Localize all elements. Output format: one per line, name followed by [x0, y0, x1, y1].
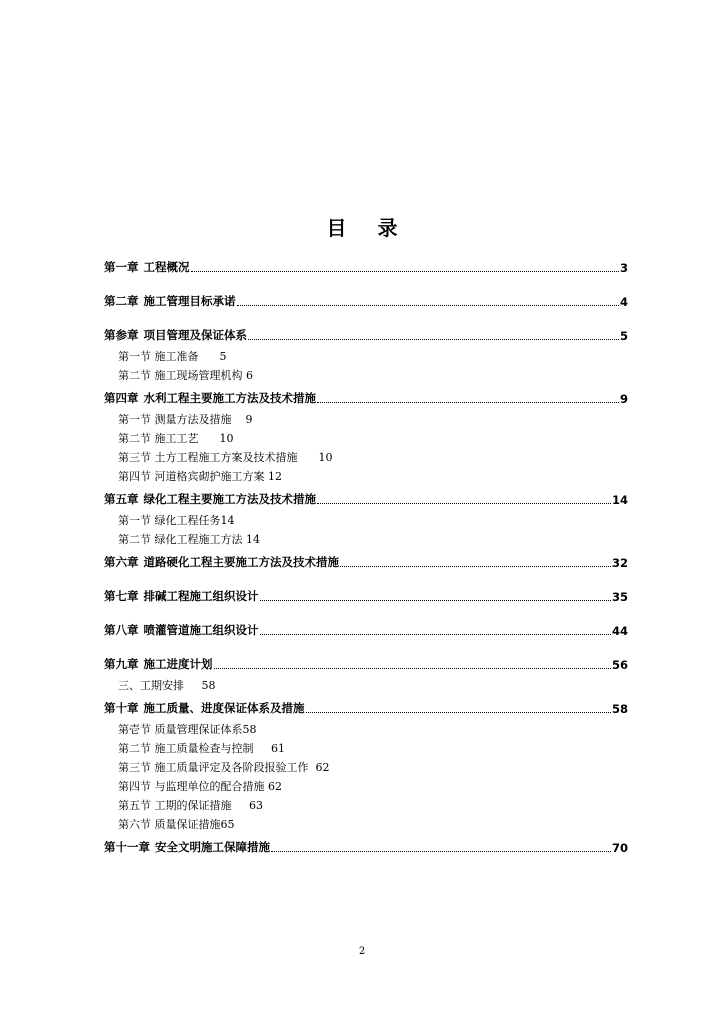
- toc-chapter[interactable]: [104, 655, 628, 672]
- section-number: 第四节: [118, 470, 151, 483]
- chapter-page: 3: [619, 261, 628, 275]
- section-title: 质量管理保证体系: [154, 723, 243, 736]
- section-page: 9: [245, 413, 253, 426]
- toc-section[interactable]: [104, 467, 628, 486]
- page-number: 2: [358, 946, 366, 957]
- section-page: 14: [246, 533, 260, 546]
- section-page: 58: [242, 723, 257, 736]
- chapter-number: 第一章: [104, 260, 139, 274]
- section-number: 第六节: [118, 818, 151, 831]
- section-page: 10: [318, 451, 333, 464]
- toc-section[interactable]: [104, 347, 628, 366]
- section-number: 第二节: [118, 742, 151, 755]
- toc-section[interactable]: [104, 448, 628, 467]
- toc-chapter[interactable]: [104, 699, 628, 716]
- chapter-title: 施工质量、进度保证体系及措施: [143, 701, 305, 715]
- chapter-number: 第四章: [104, 391, 139, 405]
- chapter-number: 第九章: [104, 657, 139, 671]
- section-title: 工期安排: [140, 679, 184, 692]
- chapter-page: 5: [619, 329, 628, 343]
- chapter-title: 施工管理目标承诺: [143, 294, 236, 308]
- section-number: 第二节: [118, 432, 151, 445]
- chapter-page: 9: [619, 392, 628, 406]
- section-number: 第一节: [118, 514, 151, 527]
- dot-leader: [306, 712, 611, 713]
- section-title: 河道格宾砌护施工方案: [154, 470, 265, 483]
- section-number: 第壱节: [118, 723, 151, 736]
- section-title: 施工质量检查与控制: [154, 742, 254, 755]
- section-page: 14: [220, 514, 235, 527]
- section-page: 62: [315, 761, 330, 774]
- toc-section[interactable]: [104, 777, 628, 796]
- section-title: 施工工艺: [154, 432, 199, 445]
- section-page: 61: [270, 742, 285, 755]
- section-number: 第一节: [118, 413, 151, 426]
- section-title: 质量保证措施: [154, 818, 221, 831]
- toc-chapter[interactable]: [104, 587, 628, 604]
- section-number: 第二节: [118, 533, 151, 546]
- chapter-number: 第参章: [104, 328, 139, 342]
- section-number: 第四节: [118, 780, 151, 793]
- section-number: 第二节: [118, 369, 151, 382]
- section-page: 63: [248, 799, 263, 812]
- chapter-number: 第六章: [104, 555, 139, 569]
- section-title: 绿化工程任务: [154, 514, 221, 527]
- chapter-page: 44: [611, 624, 628, 638]
- toc-chapter[interactable]: [104, 621, 628, 638]
- chapter-page: 70: [611, 841, 628, 855]
- chapter-page: 56: [611, 658, 628, 672]
- chapter-number: 第十章: [104, 701, 139, 715]
- toc-chapter[interactable]: [104, 553, 628, 570]
- toc-section[interactable]: [104, 366, 628, 385]
- chapter-title: 绿化工程主要施工方法及技术措施: [143, 492, 316, 506]
- chapter-page: 32: [611, 556, 628, 570]
- chapter-title: 道路硬化工程主要施工方法及技术措施: [143, 555, 339, 569]
- toc-section[interactable]: [104, 720, 628, 739]
- chapter-page: 14: [611, 493, 628, 507]
- section-page: 5: [219, 350, 227, 363]
- chapter-title: 喷灌管道施工组织设计: [143, 623, 259, 637]
- toc-chapter[interactable]: [104, 292, 628, 309]
- toc-chapter[interactable]: [104, 258, 628, 275]
- toc-chapter[interactable]: [104, 838, 628, 855]
- dot-leader: [271, 851, 611, 852]
- dot-leader: [214, 668, 611, 669]
- section-page: 58: [201, 679, 216, 692]
- toc-title: 目 录: [326, 216, 410, 240]
- section-title: 工期的保证措施: [154, 799, 232, 812]
- toc-chapter[interactable]: [104, 326, 628, 343]
- section-page: 12: [268, 470, 282, 483]
- toc-section[interactable]: [104, 796, 628, 815]
- section-title: 测量方法及措施: [154, 413, 232, 426]
- dot-leader: [317, 503, 611, 504]
- section-number: 三、: [118, 679, 140, 692]
- section-number: 第三节: [118, 451, 151, 464]
- dot-leader: [260, 600, 611, 601]
- toc-section[interactable]: [104, 676, 628, 695]
- chapter-title: 施工进度计划: [143, 657, 213, 671]
- table-of-contents: [104, 258, 628, 855]
- section-title: 施工现场管理机构: [154, 369, 243, 382]
- toc-chapter[interactable]: [104, 389, 628, 406]
- dot-leader: [260, 634, 611, 635]
- toc-section[interactable]: [104, 739, 628, 758]
- section-page: 6: [246, 369, 253, 382]
- toc-section[interactable]: [104, 530, 628, 549]
- chapter-page: 35: [611, 590, 628, 604]
- chapter-number: 第八章: [104, 623, 139, 637]
- toc-section[interactable]: [104, 511, 628, 530]
- chapter-number: 第二章: [104, 294, 139, 308]
- section-title: 施工准备: [154, 350, 199, 363]
- chapter-title: 水利工程主要施工方法及技术措施: [143, 391, 316, 405]
- section-title: 施工质量评定及各阶段报验工作: [154, 761, 309, 774]
- chapter-page: 4: [619, 295, 628, 309]
- dot-leader: [248, 339, 619, 340]
- chapter-number: 第七章: [104, 589, 139, 603]
- dot-leader: [237, 305, 619, 306]
- section-number: 第五节: [118, 799, 151, 812]
- toc-section[interactable]: [104, 758, 628, 777]
- toc-section[interactable]: [104, 429, 628, 448]
- section-page: 10: [219, 432, 234, 445]
- section-page: 65: [220, 818, 235, 831]
- dot-leader: [340, 566, 611, 567]
- chapter-title: 工程概况: [143, 260, 190, 274]
- chapter-number: 第十一章: [104, 840, 150, 854]
- chapter-title: 排碱工程施工组织设计: [143, 589, 259, 603]
- section-number: 第一节: [118, 350, 151, 363]
- chapter-title: 安全文明施工保障措施: [155, 840, 270, 854]
- chapter-number: 第五章: [104, 492, 139, 506]
- section-title: 与监理单位的配合措施: [154, 780, 265, 793]
- section-number: 第三节: [118, 761, 151, 774]
- toc-section[interactable]: [104, 410, 628, 429]
- chapter-page: 58: [611, 702, 628, 716]
- chapter-title: 项目管理及保证体系: [143, 328, 247, 342]
- section-title: 土方工程施工方案及技术措施: [154, 451, 298, 464]
- section-title: 绿化工程施工方法: [154, 533, 243, 546]
- dot-leader: [317, 402, 619, 403]
- section-page: 62: [268, 780, 282, 793]
- toc-section[interactable]: [104, 815, 628, 834]
- dot-leader: [191, 271, 619, 272]
- toc-chapter[interactable]: [104, 490, 628, 507]
